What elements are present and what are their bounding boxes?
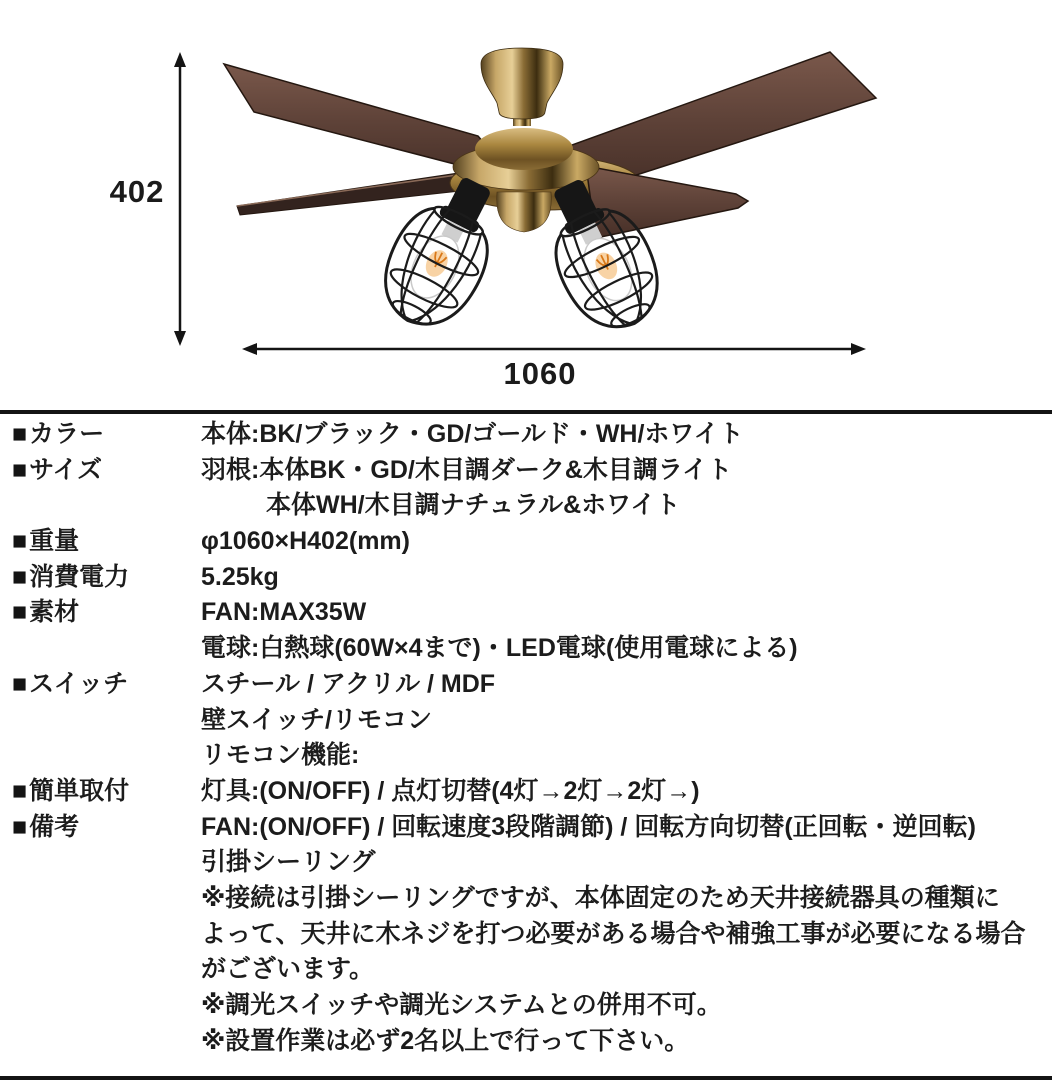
- spec-value-line: よって、天井に木ネジを打つ必要がある場合や補強工事が必要になる場合: [201, 919, 1026, 948]
- spec-label: 備考: [29, 812, 80, 841]
- spec-value-line: ※設置作業は必ず2名以上で行って下さい。: [201, 1026, 690, 1055]
- bullet-square-icon: ■: [12, 669, 28, 698]
- ceiling-fan-illustration: [0, 0, 1052, 410]
- spec-value-line: 羽根:本体BK・GD/木目調ダーク&木目調ライト: [201, 455, 733, 484]
- spec-value-line: 本体:BK/ブラック・GD/ゴールド・WH/ホワイト: [201, 420, 744, 448]
- spec-label: 素材: [29, 598, 80, 627]
- canopy-bell: [481, 48, 563, 119]
- spec-table: [0, 417, 1052, 1059]
- spec-value-line: ※調光スイッチや調光システムとの併用不可。: [201, 991, 722, 1019]
- spec-label: スイッチ: [29, 669, 129, 698]
- spec-value-line: スチール / アクリル / MDF: [201, 669, 496, 698]
- spec-value-line: FAN:MAX35W: [201, 598, 367, 627]
- spec-value-line: FAN:(ON/OFF) / 回転速度3段階調節) / 回転方向切替(正回転・逆回転): [201, 812, 976, 841]
- width-dimension-arrow: [242, 343, 866, 355]
- table-row: [0, 595, 1052, 666]
- spec-value-line: 引掛シーリング: [201, 848, 376, 877]
- spec-value-line: φ1060×H402(mm): [201, 527, 410, 556]
- height-dimension-label: 402: [109, 174, 165, 209]
- table-row: [0, 453, 1052, 524]
- spec-value-line: 灯具:(ON/OFF) / 点灯切替(4灯→2灯→2灯→): [201, 776, 700, 805]
- table-row: [0, 560, 1052, 596]
- table-row: [0, 810, 1052, 1060]
- bullet-square-icon: ■: [12, 598, 28, 627]
- spec-label: カラー: [29, 420, 105, 448]
- spec-value-line: 5.25kg: [201, 562, 279, 591]
- table-row: [0, 667, 1052, 774]
- spec-value-line: がございます。: [201, 955, 375, 984]
- bullet-square-icon: ■: [12, 455, 28, 484]
- bottom-divider-line: [0, 1076, 1052, 1080]
- bullet-square-icon: ■: [12, 562, 28, 591]
- spec-label: 重量: [29, 527, 80, 556]
- spec-value-line: 本体WH/木目調ナチュラル&ホワイト: [266, 491, 681, 520]
- spec-value-line: リモコン機能:: [201, 741, 360, 770]
- spec-value-line: 電球:白熱球(60W×4まで)・LED電球(使用電球による): [201, 634, 798, 663]
- bullet-square-icon: ■: [12, 420, 28, 448]
- bullet-square-icon: ■: [12, 776, 28, 805]
- width-dimension-label: 1060: [503, 356, 577, 391]
- bullet-square-icon: ■: [12, 812, 28, 841]
- blade-lower-right: [586, 166, 748, 238]
- switch-housing: [497, 192, 552, 232]
- fan-diagram: [0, 0, 1052, 410]
- spec-label: 消費電力: [29, 562, 130, 591]
- table-row: [0, 774, 1052, 810]
- spec-label: 簡単取付: [29, 776, 130, 805]
- spec-value-line: 壁スイッチ/リモコン: [201, 705, 432, 734]
- bullet-square-icon: ■: [12, 527, 28, 556]
- top-divider-line: [0, 410, 1052, 414]
- spec-label: サイズ: [29, 455, 103, 484]
- table-row: [0, 417, 1052, 453]
- spec-value-line: ※接続は引掛シーリングですが、本体固定のため天井接続器具の種類に: [201, 883, 1000, 912]
- table-row: [0, 524, 1052, 560]
- height-dimension-arrow: [174, 52, 186, 346]
